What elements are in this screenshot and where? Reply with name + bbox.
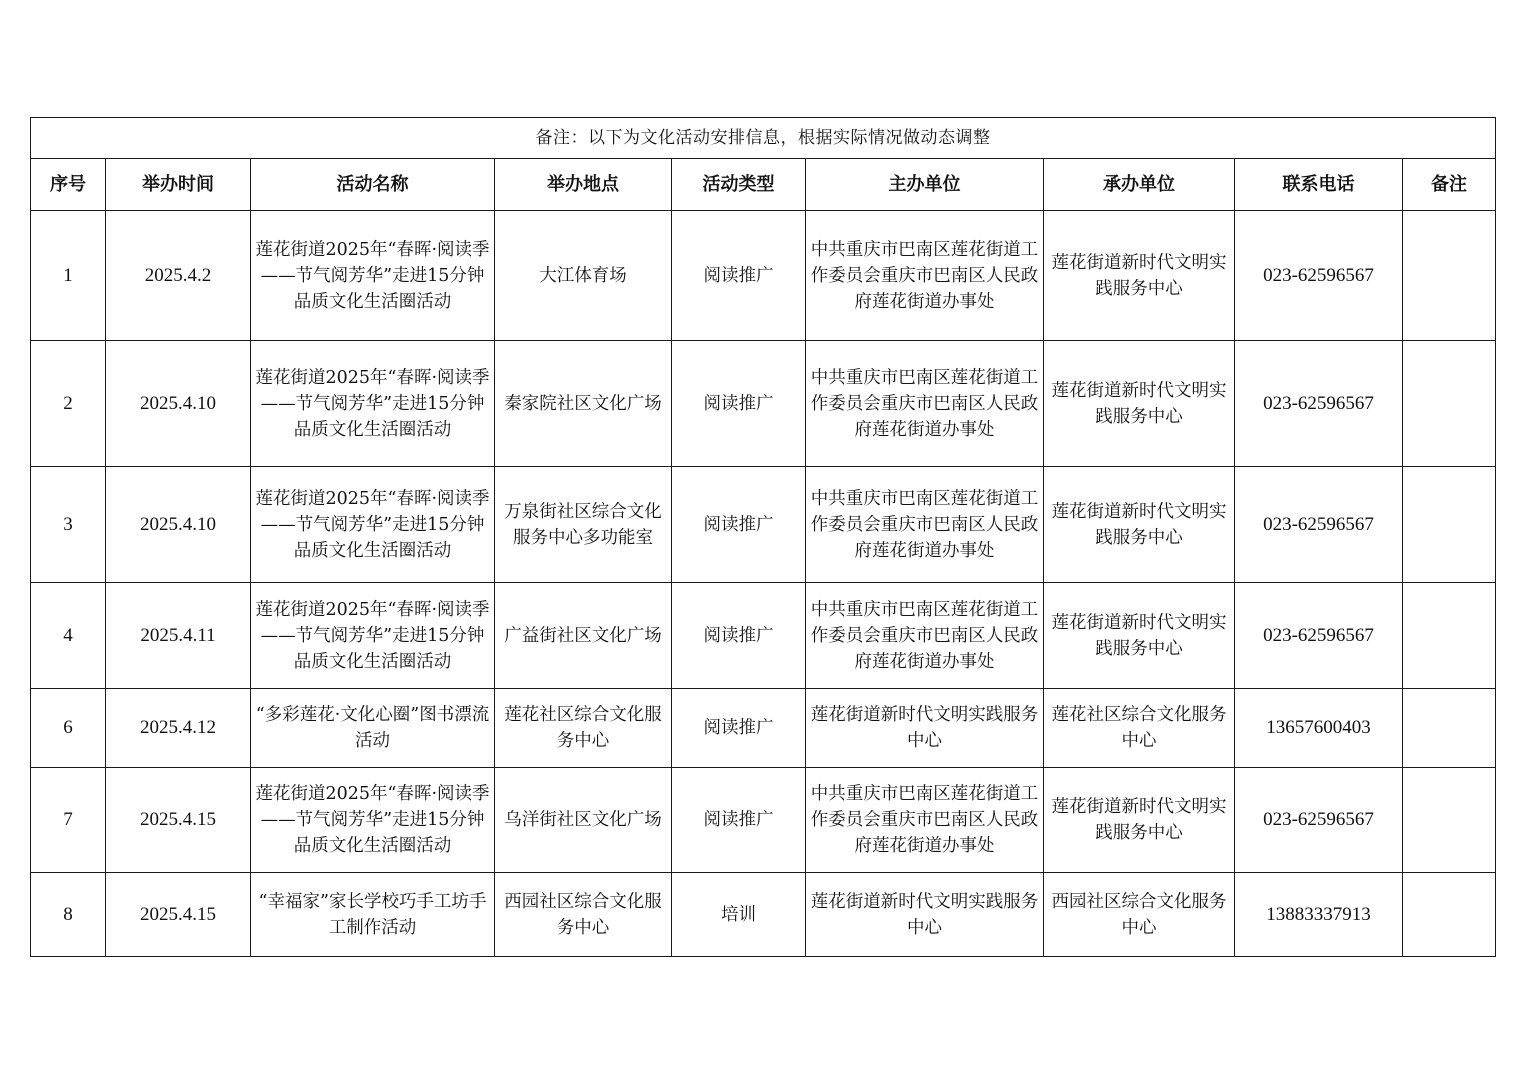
cell-type: 培训 [672, 873, 806, 957]
cell-activity-name: 莲花街道2025年“春晖·阅读季——节气阅芳华”走进15分钟品质文化生活圈活动 [251, 467, 495, 583]
cell-remark [1403, 873, 1496, 957]
header-type: 活动类型 [672, 159, 806, 211]
cell-date: 2025.4.11 [106, 583, 251, 689]
cell-activity-name: 莲花街道2025年“春晖·阅读季——节气阅芳华”走进15分钟品质文化生活圈活动 [251, 768, 495, 873]
cell-type: 阅读推广 [672, 211, 806, 341]
cell-phone: 13657600403 [1235, 689, 1403, 768]
cell-place: 广益街社区文化广场 [495, 583, 672, 689]
cell-date: 2025.4.12 [106, 689, 251, 768]
table-row [31, 211, 1496, 341]
cell-remark [1403, 768, 1496, 873]
cell-type: 阅读推广 [672, 768, 806, 873]
cell-seq: 8 [31, 873, 106, 957]
header-organizer: 承办单位 [1044, 159, 1235, 211]
cell-date: 2025.4.10 [106, 467, 251, 583]
cell-organizer: 莲花社区综合文化服务中心 [1044, 689, 1235, 768]
cell-place: 莲花社区综合文化服务中心 [495, 689, 672, 768]
header-phone: 联系电话 [1235, 159, 1403, 211]
cell-seq: 7 [31, 768, 106, 873]
cell-place: 大江体育场 [495, 211, 672, 341]
note-row [31, 118, 1496, 159]
cell-phone: 023-62596567 [1235, 211, 1403, 341]
cell-remark [1403, 583, 1496, 689]
cell-date: 2025.4.15 [106, 873, 251, 957]
cell-host: 中共重庆市巴南区莲花街道工作委员会重庆市巴南区人民政府莲花街道办事处 [806, 768, 1044, 873]
header-name: 活动名称 [251, 159, 495, 211]
activity-schedule-table [30, 117, 1496, 957]
cell-date: 2025.4.10 [106, 341, 251, 467]
header-place: 举办地点 [495, 159, 672, 211]
cell-seq: 6 [31, 689, 106, 768]
cell-host: 中共重庆市巴南区莲花街道工作委员会重庆市巴南区人民政府莲花街道办事处 [806, 341, 1044, 467]
cell-activity-name: “幸福家”家长学校巧手工坊手工制作活动 [251, 873, 495, 957]
cell-organizer: 莲花街道新时代文明实践服务中心 [1044, 341, 1235, 467]
cell-date: 2025.4.15 [106, 768, 251, 873]
table-note: 备注：以下为文化活动安排信息，根据实际情况做动态调整 [31, 118, 1496, 159]
cell-seq: 1 [31, 211, 106, 341]
header-host: 主办单位 [806, 159, 1044, 211]
cell-organizer: 莲花街道新时代文明实践服务中心 [1044, 211, 1235, 341]
table-row [31, 689, 1496, 768]
cell-host: 中共重庆市巴南区莲花街道工作委员会重庆市巴南区人民政府莲花街道办事处 [806, 211, 1044, 341]
cell-type: 阅读推广 [672, 583, 806, 689]
cell-phone: 023-62596567 [1235, 467, 1403, 583]
cell-organizer: 莲花街道新时代文明实践服务中心 [1044, 467, 1235, 583]
cell-remark [1403, 467, 1496, 583]
table-row [31, 341, 1496, 467]
table-row [31, 583, 1496, 689]
cell-organizer: 西园社区综合文化服务中心 [1044, 873, 1235, 957]
cell-date: 2025.4.2 [106, 211, 251, 341]
cell-phone: 13883337913 [1235, 873, 1403, 957]
cell-place: 万泉街社区综合文化服务中心多功能室 [495, 467, 672, 583]
cell-type: 阅读推广 [672, 689, 806, 768]
cell-type: 阅读推广 [672, 467, 806, 583]
cell-activity-name: 莲花街道2025年“春晖·阅读季——节气阅芳华”走进15分钟品质文化生活圈活动 [251, 341, 495, 467]
cell-type: 阅读推广 [672, 341, 806, 467]
cell-organizer: 莲花街道新时代文明实践服务中心 [1044, 768, 1235, 873]
cell-phone: 023-62596567 [1235, 583, 1403, 689]
cell-seq: 4 [31, 583, 106, 689]
header-row [31, 159, 1496, 211]
cell-seq: 3 [31, 467, 106, 583]
cell-seq: 2 [31, 341, 106, 467]
cell-organizer: 莲花街道新时代文明实践服务中心 [1044, 583, 1235, 689]
cell-place: 乌洋街社区文化广场 [495, 768, 672, 873]
header-remark: 备注 [1403, 159, 1496, 211]
cell-remark [1403, 341, 1496, 467]
table-row [31, 873, 1496, 957]
header-seq: 序号 [31, 159, 106, 211]
cell-place: 西园社区综合文化服务中心 [495, 873, 672, 957]
table-row [31, 768, 1496, 873]
cell-phone: 023-62596567 [1235, 768, 1403, 873]
cell-remark [1403, 689, 1496, 768]
cell-phone: 023-62596567 [1235, 341, 1403, 467]
cell-activity-name: 莲花街道2025年“春晖·阅读季——节气阅芳华”走进15分钟品质文化生活圈活动 [251, 583, 495, 689]
cell-place: 秦家院社区文化广场 [495, 341, 672, 467]
header-date: 举办时间 [106, 159, 251, 211]
cell-host: 中共重庆市巴南区莲花街道工作委员会重庆市巴南区人民政府莲花街道办事处 [806, 467, 1044, 583]
cell-host: 中共重庆市巴南区莲花街道工作委员会重庆市巴南区人民政府莲花街道办事处 [806, 583, 1044, 689]
cell-activity-name: 莲花街道2025年“春晖·阅读季——节气阅芳华”走进15分钟品质文化生活圈活动 [251, 211, 495, 341]
cell-activity-name: “多彩莲花·文化心圈”图书漂流活动 [251, 689, 495, 768]
cell-host: 莲花街道新时代文明实践服务中心 [806, 689, 1044, 768]
cell-host: 莲花街道新时代文明实践服务中心 [806, 873, 1044, 957]
table-row [31, 467, 1496, 583]
cell-remark [1403, 211, 1496, 341]
